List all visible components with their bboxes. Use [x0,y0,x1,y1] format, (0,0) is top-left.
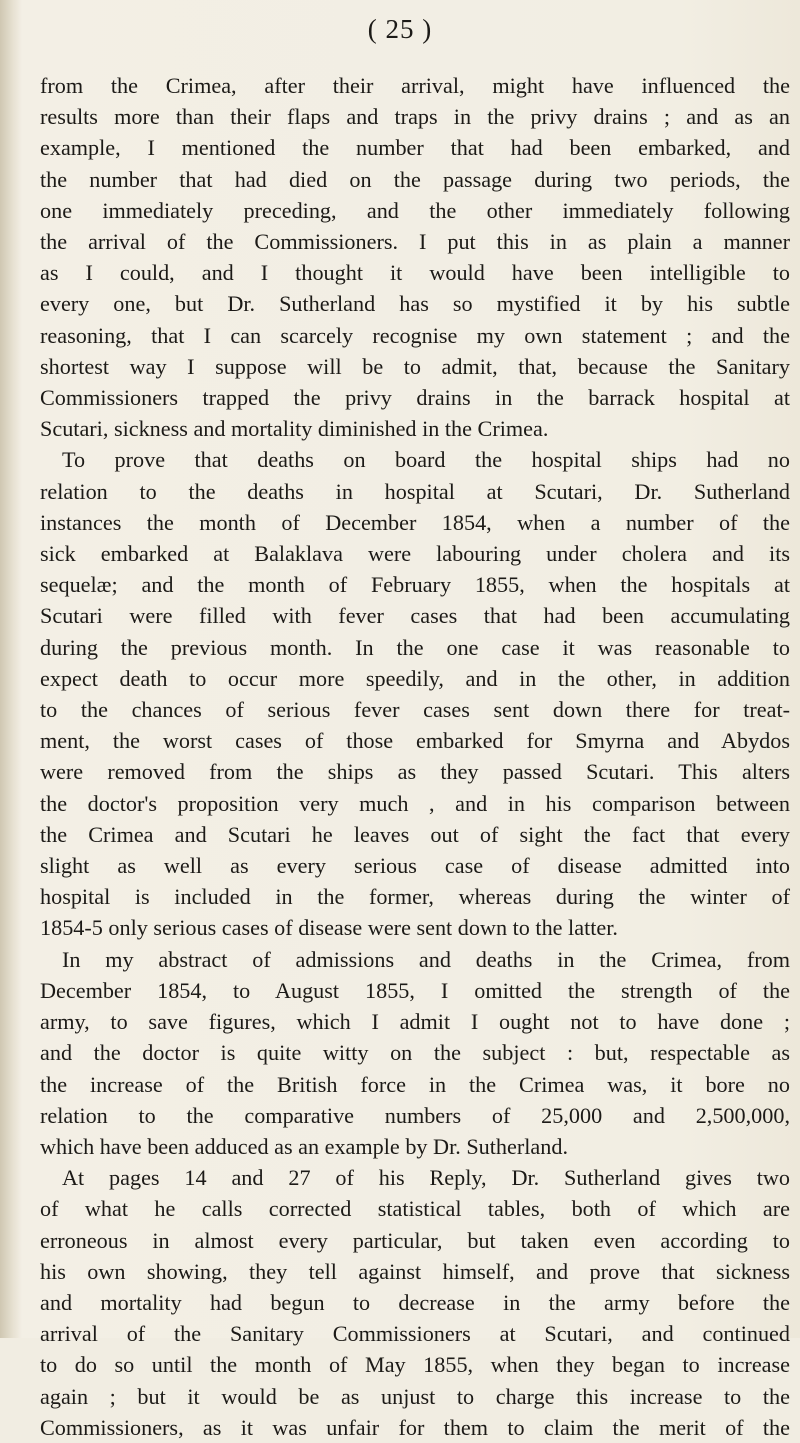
text-line: Scutari were filled with fever cases that had been accumulating [40,603,790,629]
body-text [40,70,790,1443]
text-line: army, to save figures, which I admit I ought not to have done ; [40,1009,790,1035]
text-line: of what he calls corrected statistical tables, both of which are [40,1196,790,1222]
text-line: again ; but it would be as unjust to charge this increase to the [40,1383,790,1409]
text-line: instances the month of December 1854, when a number of the [40,509,790,535]
text-line: the arrival of the Commissioners. I put this in as plain a manner [40,229,790,255]
text-line: which have been adduced as an example by Dr. Sutherland. [40,1133,569,1159]
text-line: arrival of the Sanitary Commissioners at Scutari, and continued [40,1321,790,1347]
text-line: At pages 14 and 27 of his Reply, Dr. Sutherland gives two [62,1165,790,1191]
text-line: during the previous month. In the one case it was reasonable to [40,634,790,660]
page-number-header: ( 25 ) [367,14,433,44]
text-line: to do so until the month of May 1855, when they began to increase [40,1352,790,1378]
text-line: expect death to occur more speedily, and in the other, in addition [40,665,790,691]
text-line: to the chances of serious fever cases sent down there for treat- [40,697,790,723]
text-line: relation to the comparative numbers of 25,000 and 2,500,000, [40,1102,790,1128]
page-gutter-shadow [0,0,22,1338]
text-line: Commissioners, as it was unfair for them to claim the merit of the [40,1414,790,1440]
text-line: every one, but Dr. Sutherland has so mystified it by his subtle [40,291,790,317]
text-line: slight as well as every serious case of disease admitted into [40,853,790,879]
text-line: shortest way I suppose will be to admit, that, because the Sanitary [40,353,790,379]
text-line: Commissioners trapped the privy drains in the barrack hospital at [40,385,790,411]
text-line: example, I mentioned the number that had been embarked, and [40,135,790,161]
text-line: from the Crimea, after their arrival, might have influenced the [40,73,790,98]
text-line: Scutari, sickness and mortality diminished in the Crimea. [40,416,549,442]
text-line: the doctor's proposition very much , and in his comparison between [40,790,790,816]
text-line: and mortality had begun to decrease in the army before the [40,1289,790,1315]
text-line: one immediately preceding, and the other immediately following [40,197,790,223]
text-line: December 1854, to August 1855, I omitted the strength of the [40,977,790,1003]
text-line: were removed from the ships as they passed Scutari. This alters [40,759,790,785]
text-line: In my abstract of admissions and deaths in the Crimea, from [62,946,790,972]
text-line: sequelæ; and the month of February 1855, when the hospitals at [40,572,790,598]
text-line: sick embarked at Balaklava were labouring under cholera and its [40,541,790,567]
text-line: the Crimea and Scutari he leaves out of sight the fact that every [40,821,790,847]
text-line: hospital is included in the former, whereas during the winter of [40,884,790,910]
text-line: as I could, and I thought it would have been intelligible to [40,260,790,286]
text-line: results more than their flaps and traps in the privy drains ; and as an [40,104,790,130]
text-line: relation to the deaths in hospital at Scutari, Dr. Sutherland [40,478,790,504]
text-line: erroneous in almost every particular, but taken even according to [40,1227,790,1253]
text-line: and the doctor is quite witty on the subject : but, respectable as [40,1040,790,1066]
text-line: the number that had died on the passage during two periods, the [40,166,790,192]
text-line: the increase of the British force in the Crimea was, it bore no [40,1071,790,1097]
text-line: reasoning, that I can scarcely recognise my own statement ; and the [40,322,790,348]
text-line: To prove that deaths on board the hospital ships had no [62,447,790,473]
text-line: ment, the worst cases of those embarked for Smyrna and Abydos [40,728,790,754]
text-line: 1854-5 only serious cases of disease were sent down to the latter. [40,915,618,941]
text-line: his own showing, they tell against himself, and prove that sickness [40,1258,790,1284]
